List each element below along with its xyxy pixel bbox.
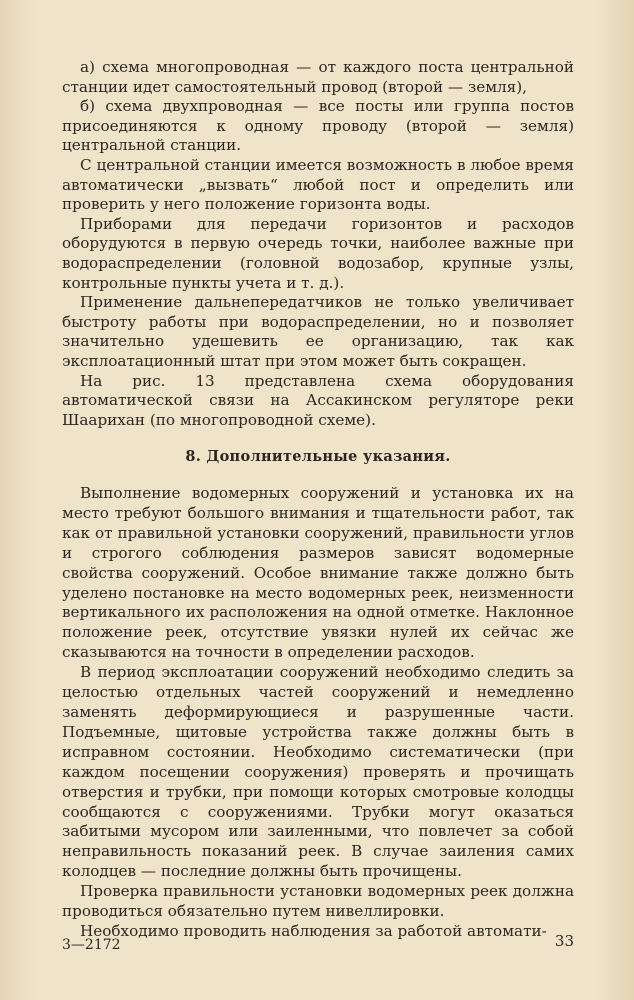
paragraph-b: б) схема двухпроводная — все посты или группа постов присоединяются к одному проводу (второй — земля) центральной станции.: [62, 97, 574, 155]
paragraph-figure-ref: На рис. 13 представлена схема оборудования автоматической связи на Ассакинском регуляторе реки Шаарихан (по многопроводной схеме).: [62, 371, 574, 429]
top-text-block: [62, 58, 574, 430]
section-heading: 8. Дополнительные указания.: [185, 448, 451, 465]
paragraph-transmitters: Применение дальнепередатчиков не только увеличивает быстроту работы при водораспределении, но и позволяет значительно удешевить ее организацию, так как эксплоатационный штат при этом может быть сокращен.: [62, 293, 574, 370]
paragraph-installation: Выполнение водомерных сооружений и установка их на место требуют большого внимания и тщательности работ, так как от правильной установки сооружений, правильности углов и строгого соблюдения размеров зависят водомерные свойства сооружений. Особое внимание также должно быть уделено постановке на место водомерных реек, неизменности вертикального их расположения на одной отметке. Наклонное положение реек, отсутствие увязки нулей их сейчас же сказываются на точности в определении расходов.: [62, 484, 574, 662]
paragraph-instruments: Приборами для передачи горизонтов и расходов оборудуются в первую очередь точки, наиболее важные при водораспределении (головной водозабор, крупные узлы, контрольные пункты учета и т. д.).: [62, 214, 574, 292]
paragraph-a: а) схема многопроводная — от каждого поста центральной станции идет самостоятельный провод (второй — земля),: [62, 58, 574, 96]
printer-signature: 3—2172: [62, 937, 121, 953]
paragraph-central-station: С центральной станции имеется возможность в любое время автоматически „вызвать“ любой пост и определить или проверить у него положение горизонта воды.: [62, 155, 574, 214]
page-number: 33: [554, 932, 574, 950]
bottom-text-block: [62, 484, 574, 942]
paragraph-leveling: Проверка правильности установки водомерных реек должна проводиться обязательно путем нивеллировки.: [62, 882, 574, 921]
paragraph-observation: Необходимо проводить наблюдения за работой автомати-: [80, 921, 547, 940]
paragraph-operation: В период эксплоатации сооружений необходимо следить за целостью отдельных частей сооружений и немедленно заменять деформирующиеся и разрушенные части. Подъемные, щитовые устройства также должны быть в исправном состоянии. Необходимо систематически (при каждом посещении сооружения) проверять и прочищать отверстия и трубки, при помощи которых смотровые колодцы сообщаются с сооружениями. Трубки могут оказаться забитыми мусором или заиленными, что повлечет за собой неправильность показаний реек. В случае заиления самих колодцев — последние должны быть прочищены.: [62, 663, 574, 881]
